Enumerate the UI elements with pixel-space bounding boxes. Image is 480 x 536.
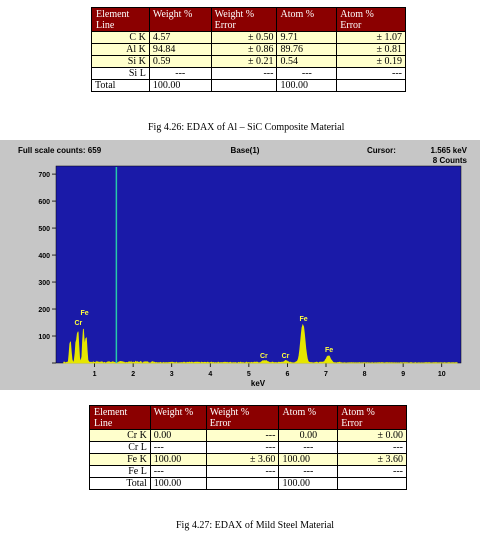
figure-caption-4-26: Fig 4.26: EDAX of Al – SiC Composite Material — [148, 122, 345, 133]
header-atom-error: Atom % Error — [338, 406, 407, 430]
cursor-value: 1.565 keV — [430, 146, 467, 155]
atom-error-cell: --- — [338, 466, 407, 478]
header-atom: Atom % — [279, 406, 338, 430]
weight-error-cell: ± 0.50 — [211, 32, 277, 44]
atom-cell: 9.71 — [277, 32, 337, 44]
header-weight-error: Weight % Error — [206, 406, 279, 430]
element-line-cell: Fe L — [90, 466, 151, 478]
table-total-row — [92, 80, 406, 92]
cursor-label: Cursor: — [367, 146, 396, 155]
peak-label: Fe — [299, 316, 308, 324]
weight-cell: --- — [150, 442, 206, 454]
figure-caption-4-27: Fig 4.27: EDAX of Mild Steel Material — [176, 520, 335, 531]
weight-cell: 4.57 — [149, 32, 211, 44]
y-tick-label: 500 — [38, 226, 50, 234]
empty-cell — [206, 478, 279, 490]
x-tick-label: 3 — [169, 371, 174, 378]
table-row — [90, 430, 407, 442]
table-row — [92, 44, 406, 56]
x-tick-label: 4 — [208, 371, 213, 378]
table-row — [92, 32, 406, 44]
table-row — [90, 454, 407, 466]
weight-cell: 100.00 — [150, 454, 206, 466]
element-line-cell: Cr K — [90, 430, 151, 442]
header-weight-error: Weight % Error — [211, 8, 277, 32]
y-tick-label: 100 — [38, 334, 50, 342]
atom-error-cell: ± 0.19 — [337, 56, 406, 68]
weight-error-cell: --- — [206, 430, 279, 442]
weight-cell: --- — [149, 68, 211, 80]
peak-label: Cr — [260, 353, 268, 361]
edax-spectrum-chart — [0, 140, 480, 390]
y-tick-label: 600 — [38, 199, 50, 207]
weight-cell: 94.84 — [149, 44, 211, 56]
header-weight: Weight % — [150, 406, 206, 430]
total-atom-cell: 100.00 — [279, 478, 338, 490]
peak-label: Cr — [74, 320, 83, 328]
atom-error-cell: ± 0.81 — [337, 44, 406, 56]
atom-error-cell: ± 3.60 — [338, 454, 407, 466]
element-line-cell: Cr L — [90, 442, 151, 454]
atom-cell: 89.76 — [277, 44, 337, 56]
atom-cell: --- — [277, 68, 337, 80]
x-tick-label: 6 — [285, 371, 290, 378]
x-tick-label: 1 — [92, 371, 97, 378]
atom-cell: 100.00 — [279, 454, 338, 466]
header-weight: Weight % — [149, 8, 211, 32]
full-scale-counts-label: Full scale counts: 659 — [18, 146, 102, 155]
element-line-cell: Al K — [92, 44, 150, 56]
header-element-line: Element Line — [90, 406, 151, 430]
table-row — [90, 442, 407, 454]
y-tick-label: 700 — [38, 172, 50, 180]
x-tick-label: 10 — [437, 371, 446, 378]
empty-cell — [338, 478, 407, 490]
element-line-cell: Fe K — [90, 454, 151, 466]
weight-error-cell: ± 3.60 — [206, 454, 279, 466]
header-element-line: Element Line — [92, 8, 150, 32]
empty-cell — [211, 80, 277, 92]
peak-label: Fe — [80, 309, 89, 317]
table-row — [90, 466, 407, 478]
x-tick-label: 2 — [131, 371, 136, 378]
atom-cell: --- — [279, 442, 338, 454]
atom-cell: 0.54 — [277, 56, 337, 68]
header-atom-error: Atom % Error — [337, 8, 406, 32]
weight-cell: --- — [150, 466, 206, 478]
x-tick-label: 9 — [401, 371, 406, 378]
weight-cell: 0.59 — [149, 56, 211, 68]
weight-error-cell: --- — [211, 68, 277, 80]
y-tick-label: 200 — [38, 307, 50, 315]
atom-error-cell: ± 1.07 — [337, 32, 406, 44]
atom-cell: --- — [279, 466, 338, 478]
weight-error-cell: --- — [206, 442, 279, 454]
weight-error-cell: ± 0.86 — [211, 44, 277, 56]
table-header-row — [92, 8, 406, 32]
x-tick-label: 8 — [362, 371, 367, 378]
y-tick-label: 400 — [38, 253, 50, 261]
atom-cell: 0.00 — [279, 430, 338, 442]
x-tick-label: 7 — [324, 371, 328, 378]
atom-error-cell: --- — [338, 442, 407, 454]
table-header-row — [90, 406, 407, 430]
total-label-cell: Total — [90, 478, 151, 490]
edax-table-al-sic — [91, 7, 406, 92]
empty-cell — [337, 80, 406, 92]
element-line-cell: Si L — [92, 68, 150, 80]
atom-error-cell: ± 0.00 — [338, 430, 407, 442]
peak-label: Fe — [324, 347, 334, 355]
total-atom-cell: 100.00 — [277, 80, 337, 92]
weight-error-cell: ± 0.21 — [211, 56, 277, 68]
table-total-row — [90, 478, 407, 490]
atom-error-cell: --- — [337, 68, 406, 80]
edax-table-mild-steel — [89, 405, 407, 490]
weight-error-cell: --- — [206, 466, 279, 478]
element-line-cell: Si K — [92, 56, 150, 68]
peak-label: Cr — [281, 353, 290, 361]
spectrum-title: Base(1) — [230, 146, 260, 155]
table-row — [92, 68, 406, 80]
element-line-cell: C K — [92, 32, 150, 44]
table-row — [92, 56, 406, 68]
total-weight-cell: 100.00 — [149, 80, 211, 92]
y-tick-label: 300 — [38, 280, 50, 288]
x-tick-label: 5 — [246, 371, 251, 378]
cursor-counts: 8 Counts — [432, 156, 467, 165]
total-label-cell: Total — [92, 80, 150, 92]
header-atom: Atom % — [277, 8, 337, 32]
weight-cell: 0.00 — [150, 430, 206, 442]
x-axis-label: keV — [250, 379, 266, 388]
total-weight-cell: 100.00 — [150, 478, 206, 490]
